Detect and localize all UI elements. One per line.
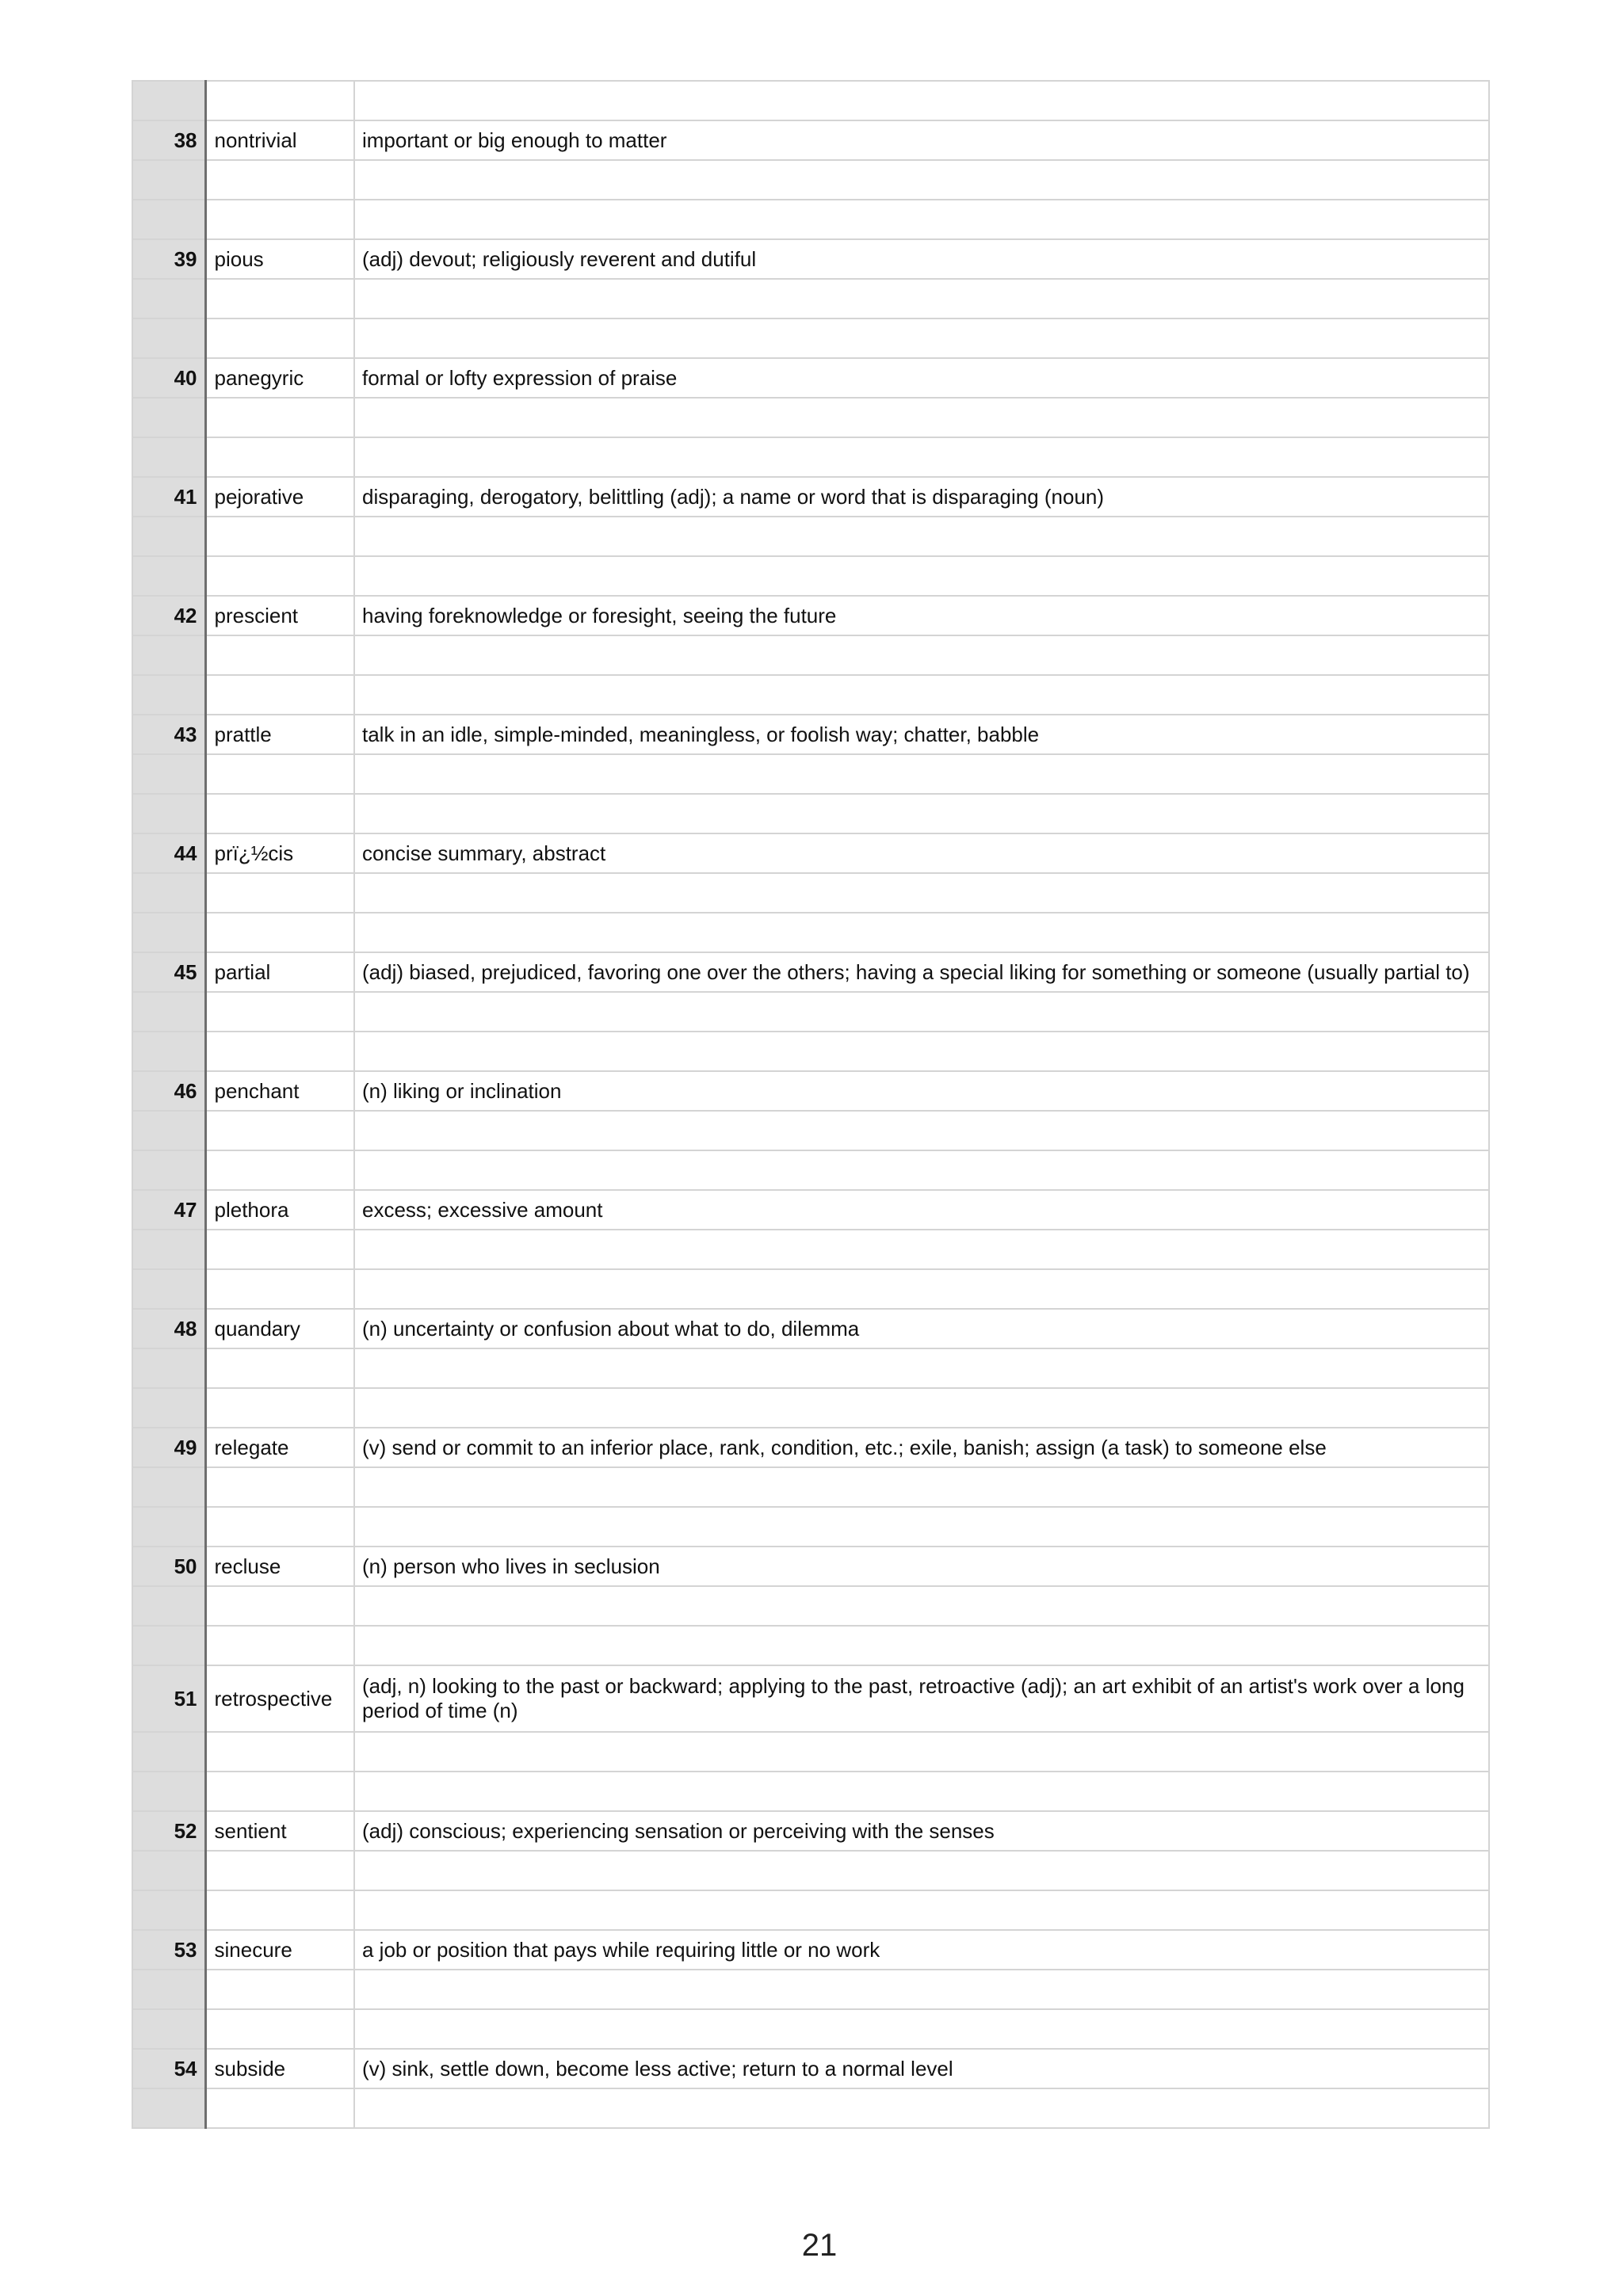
- blank-row: [132, 318, 1489, 358]
- table-row: [132, 1665, 1489, 1732]
- empty-cell: [354, 81, 1489, 120]
- empty-cell: [205, 992, 354, 1032]
- empty-cell: [354, 2088, 1489, 2128]
- empty-cell: [132, 1851, 205, 1890]
- empty-cell: [354, 754, 1489, 794]
- vocabulary-word: nontrivial: [205, 120, 354, 160]
- blank-row: [132, 1111, 1489, 1150]
- empty-cell: [354, 1467, 1489, 1507]
- table-row: [132, 1309, 1489, 1348]
- blank-row: [132, 200, 1489, 239]
- table-row: [132, 477, 1489, 517]
- table-row: [132, 1930, 1489, 1970]
- empty-cell: [205, 2088, 354, 2128]
- empty-cell: [132, 992, 205, 1032]
- empty-cell: [354, 794, 1489, 833]
- empty-cell: [132, 81, 205, 120]
- empty-cell: [132, 1732, 205, 1772]
- blank-row: [132, 1269, 1489, 1309]
- empty-cell: [205, 517, 354, 556]
- empty-cell: [132, 873, 205, 913]
- empty-cell: [205, 675, 354, 715]
- empty-cell: [354, 1970, 1489, 2009]
- row-number: 38: [132, 120, 205, 160]
- table-row: [132, 1547, 1489, 1586]
- table-row: [132, 952, 1489, 992]
- blank-row: [132, 81, 1489, 120]
- empty-cell: [205, 556, 354, 596]
- empty-cell: [132, 437, 205, 477]
- empty-cell: [132, 1970, 205, 2009]
- empty-cell: [205, 754, 354, 794]
- empty-cell: [205, 1230, 354, 1269]
- blank-row: [132, 160, 1489, 200]
- empty-cell: [132, 794, 205, 833]
- row-number: 42: [132, 596, 205, 635]
- empty-cell: [132, 517, 205, 556]
- empty-cell: [354, 160, 1489, 200]
- empty-cell: [132, 1586, 205, 1626]
- row-number: 44: [132, 833, 205, 873]
- table-row: [132, 596, 1489, 635]
- word-definition: (v) sink, settle down, become less active; return to a normal level: [354, 2049, 1489, 2088]
- blank-row: [132, 437, 1489, 477]
- blank-row: [132, 1507, 1489, 1547]
- empty-cell: [354, 1111, 1489, 1150]
- empty-cell: [354, 635, 1489, 675]
- empty-cell: [354, 992, 1489, 1032]
- empty-cell: [132, 1348, 205, 1388]
- word-definition: disparaging, derogatory, belittling (adj); a name or word that is disparaging (noun): [354, 477, 1489, 517]
- blank-row: [132, 279, 1489, 318]
- blank-row: [132, 1388, 1489, 1428]
- vocabulary-word: prattle: [205, 715, 354, 754]
- empty-cell: [132, 1150, 205, 1190]
- blank-row: [132, 2009, 1489, 2049]
- empty-cell: [205, 1111, 354, 1150]
- table-row: [132, 120, 1489, 160]
- vocabulary-word: prescient: [205, 596, 354, 635]
- word-definition: (n) liking or inclination: [354, 1071, 1489, 1111]
- blank-row: [132, 1626, 1489, 1665]
- empty-cell: [205, 1626, 354, 1665]
- empty-cell: [132, 754, 205, 794]
- empty-cell: [354, 318, 1489, 358]
- empty-cell: [354, 437, 1489, 477]
- empty-cell: [132, 318, 205, 358]
- empty-cell: [205, 1586, 354, 1626]
- row-number: 40: [132, 358, 205, 398]
- empty-cell: [205, 1732, 354, 1772]
- vocabulary-word: relegate: [205, 1428, 354, 1467]
- empty-cell: [354, 1032, 1489, 1071]
- row-number: 51: [132, 1665, 205, 1732]
- empty-cell: [354, 556, 1489, 596]
- empty-cell: [354, 1348, 1489, 1388]
- word-definition: having foreknowledge or foresight, seeing the future: [354, 596, 1489, 635]
- empty-cell: [354, 1388, 1489, 1428]
- empty-cell: [205, 1970, 354, 2009]
- empty-cell: [354, 675, 1489, 715]
- empty-cell: [354, 1851, 1489, 1890]
- vocabulary-word: pejorative: [205, 477, 354, 517]
- empty-cell: [205, 81, 354, 120]
- empty-cell: [132, 2009, 205, 2049]
- blank-row: [132, 556, 1489, 596]
- blank-row: [132, 675, 1489, 715]
- row-number: 50: [132, 1547, 205, 1586]
- row-number: 53: [132, 1930, 205, 1970]
- empty-cell: [205, 1467, 354, 1507]
- empty-cell: [205, 160, 354, 200]
- table-row: [132, 1811, 1489, 1851]
- empty-cell: [205, 873, 354, 913]
- empty-cell: [132, 1111, 205, 1150]
- empty-cell: [132, 1507, 205, 1547]
- empty-cell: [205, 1269, 354, 1309]
- empty-cell: [205, 1388, 354, 1428]
- empty-cell: [354, 200, 1489, 239]
- empty-cell: [354, 279, 1489, 318]
- vocabulary-word: prï¿½cis: [205, 833, 354, 873]
- word-definition: (v) send or commit to an inferior place, rank, condition, etc.; exile, banish; assign (a task) to someone else: [354, 1428, 1489, 1467]
- word-definition: (n) uncertainty or confusion about what to do, dilemma: [354, 1309, 1489, 1348]
- empty-cell: [205, 1150, 354, 1190]
- empty-cell: [205, 279, 354, 318]
- empty-cell: [132, 1388, 205, 1428]
- blank-row: [132, 913, 1489, 952]
- blank-row: [132, 635, 1489, 675]
- empty-cell: [132, 2088, 205, 2128]
- empty-cell: [132, 1230, 205, 1269]
- blank-row: [132, 873, 1489, 913]
- vocabulary-word: sinecure: [205, 1930, 354, 1970]
- empty-cell: [354, 1732, 1489, 1772]
- word-definition: formal or lofty expression of praise: [354, 358, 1489, 398]
- empty-cell: [132, 1890, 205, 1930]
- table-row: [132, 833, 1489, 873]
- table-row: [132, 1071, 1489, 1111]
- empty-cell: [205, 318, 354, 358]
- empty-cell: [354, 873, 1489, 913]
- empty-cell: [205, 1507, 354, 1547]
- vocabulary-word: panegyric: [205, 358, 354, 398]
- blank-row: [132, 1467, 1489, 1507]
- empty-cell: [354, 1150, 1489, 1190]
- empty-cell: [132, 160, 205, 200]
- blank-row: [132, 517, 1489, 556]
- empty-cell: [205, 437, 354, 477]
- vocabulary-word: retrospective: [205, 1665, 354, 1732]
- word-definition: concise summary, abstract: [354, 833, 1489, 873]
- empty-cell: [132, 1467, 205, 1507]
- blank-row: [132, 1348, 1489, 1388]
- blank-row: [132, 1970, 1489, 2009]
- empty-cell: [354, 1507, 1489, 1547]
- table-row: [132, 2049, 1489, 2088]
- blank-row: [132, 754, 1489, 794]
- row-number: 41: [132, 477, 205, 517]
- vocabulary-word: plethora: [205, 1190, 354, 1230]
- vocabulary-word: quandary: [205, 1309, 354, 1348]
- blank-row: [132, 1890, 1489, 1930]
- vocabulary-word: subside: [205, 2049, 354, 2088]
- empty-cell: [132, 635, 205, 675]
- empty-cell: [205, 1772, 354, 1811]
- empty-cell: [205, 1032, 354, 1071]
- empty-cell: [205, 1348, 354, 1388]
- empty-cell: [354, 1890, 1489, 1930]
- blank-row: [132, 1150, 1489, 1190]
- empty-cell: [354, 517, 1489, 556]
- blank-row: [132, 1586, 1489, 1626]
- vocabulary-word: partial: [205, 952, 354, 992]
- vocabulary-word: recluse: [205, 1547, 354, 1586]
- page-number: 21: [801, 2228, 838, 2263]
- empty-cell: [205, 635, 354, 675]
- blank-row: [132, 2088, 1489, 2128]
- empty-cell: [354, 1269, 1489, 1309]
- empty-cell: [205, 913, 354, 952]
- empty-cell: [132, 913, 205, 952]
- empty-cell: [354, 1772, 1489, 1811]
- blank-row: [132, 992, 1489, 1032]
- blank-row: [132, 1851, 1489, 1890]
- empty-cell: [354, 1626, 1489, 1665]
- table-row: [132, 715, 1489, 754]
- word-definition: talk in an idle, simple-minded, meaningless, or foolish way; chatter, babble: [354, 715, 1489, 754]
- empty-cell: [354, 913, 1489, 952]
- empty-cell: [354, 2009, 1489, 2049]
- empty-cell: [132, 1772, 205, 1811]
- blank-row: [132, 1230, 1489, 1269]
- row-number: 46: [132, 1071, 205, 1111]
- row-number: 47: [132, 1190, 205, 1230]
- table-row: [132, 1428, 1489, 1467]
- row-number: 39: [132, 239, 205, 279]
- word-definition: (adj) devout; religiously reverent and dutiful: [354, 239, 1489, 279]
- empty-cell: [132, 1626, 205, 1665]
- row-number: 52: [132, 1811, 205, 1851]
- word-definition: (adj, n) looking to the past or backward; applying to the past, retroactive (adj); an art exhibit of an artist's work over a long period of time (n): [354, 1665, 1489, 1732]
- blank-row: [132, 1772, 1489, 1811]
- empty-cell: [354, 1230, 1489, 1269]
- empty-cell: [132, 675, 205, 715]
- word-definition: important or big enough to matter: [354, 120, 1489, 160]
- table-row: [132, 358, 1489, 398]
- word-definition: excess; excessive amount: [354, 1190, 1489, 1230]
- empty-cell: [205, 200, 354, 239]
- empty-cell: [132, 556, 205, 596]
- vocabulary-word: penchant: [205, 1071, 354, 1111]
- row-number: 45: [132, 952, 205, 992]
- row-number: 54: [132, 2049, 205, 2088]
- table-row: [132, 239, 1489, 279]
- blank-row: [132, 398, 1489, 437]
- word-definition: a job or position that pays while requiring little or no work: [354, 1930, 1489, 1970]
- word-definition: (adj) conscious; experiencing sensation or perceiving with the senses: [354, 1811, 1489, 1851]
- word-definition: (n) person who lives in seclusion: [354, 1547, 1489, 1586]
- empty-cell: [205, 398, 354, 437]
- table-row: [132, 1190, 1489, 1230]
- empty-cell: [205, 1890, 354, 1930]
- empty-cell: [354, 1586, 1489, 1626]
- vocabulary-table-body: [132, 81, 1489, 2128]
- blank-row: [132, 794, 1489, 833]
- vocabulary-table: [132, 80, 1490, 2129]
- row-number: 48: [132, 1309, 205, 1348]
- empty-cell: [132, 1032, 205, 1071]
- empty-cell: [205, 794, 354, 833]
- empty-cell: [132, 1269, 205, 1309]
- blank-row: [132, 1732, 1489, 1772]
- row-number: 43: [132, 715, 205, 754]
- empty-cell: [132, 279, 205, 318]
- vocabulary-word: sentient: [205, 1811, 354, 1851]
- row-number: 49: [132, 1428, 205, 1467]
- empty-cell: [132, 200, 205, 239]
- word-definition: (adj) biased, prejudiced, favoring one over the others; having a special liking for something or someone (usually partial to): [354, 952, 1489, 992]
- empty-cell: [205, 2009, 354, 2049]
- blank-row: [132, 1032, 1489, 1071]
- empty-cell: [205, 1851, 354, 1890]
- empty-cell: [132, 398, 205, 437]
- vocabulary-word: pious: [205, 239, 354, 279]
- empty-cell: [354, 398, 1489, 437]
